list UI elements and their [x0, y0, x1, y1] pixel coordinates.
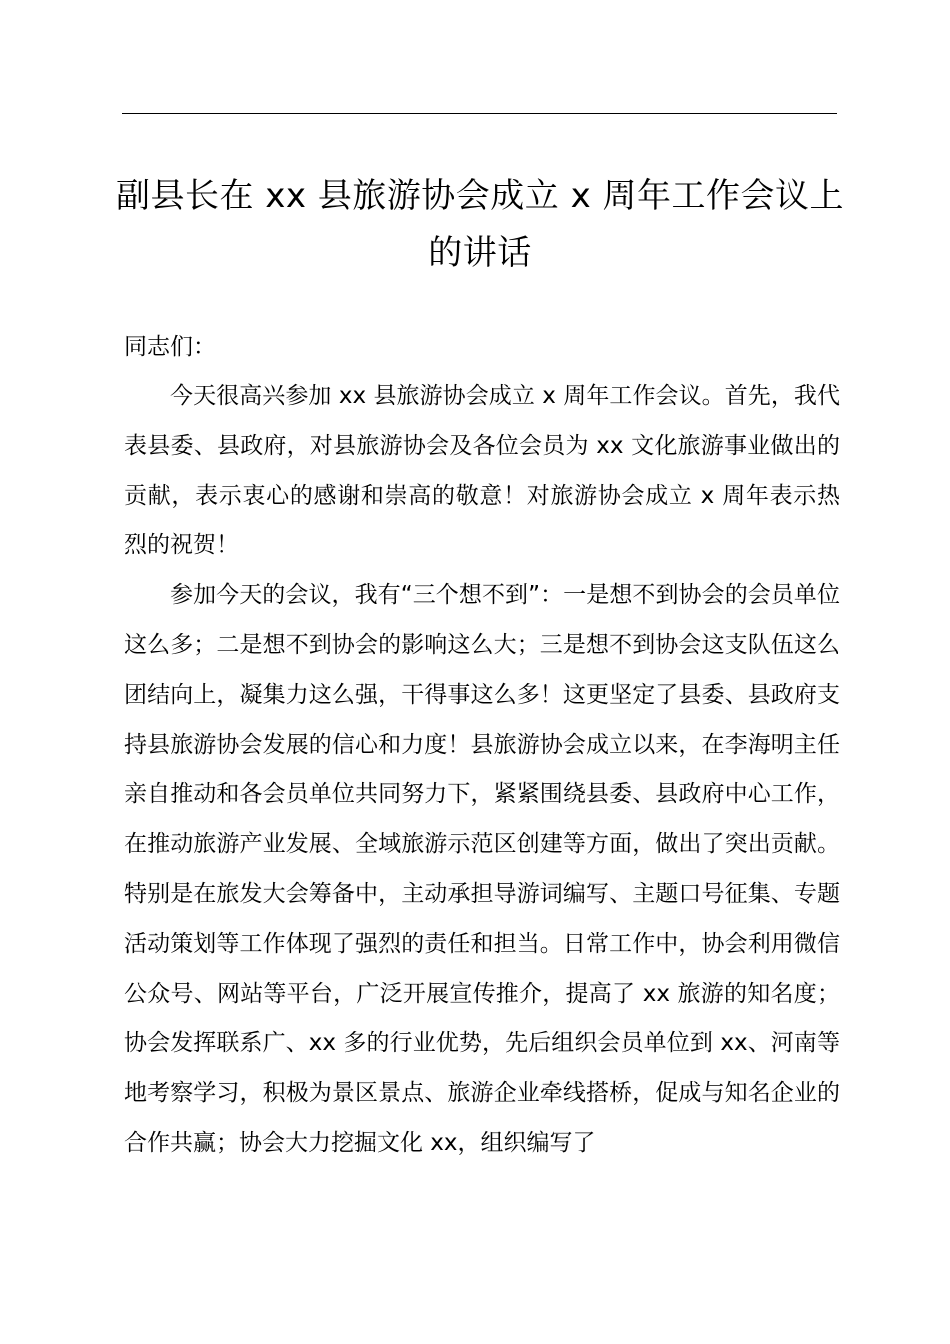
- document-body: [124, 372, 840, 1169]
- paragraph-1: 今天很高兴参加 xx 县旅游协会成立 x 周年工作会议。首先，我代表县委、县政府，对县旅游协会及各位会员为 xx 文化旅游事业做出的贡献，表示衷心的感谢和崇高的敬意！对旅游协会成立 x 周年表示热烈的祝贺！: [124, 383, 840, 559]
- header-rule: [122, 113, 837, 114]
- paragraph-2: 参加今天的会议，我有“三个想不到”：一是想不到协会的会员单位这么多；二是想不到协会的影响这么大；三是想不到协会这支队伍这么团结向上，凝集力这么强，干得事这么多！这更坚定了县委、县政府支持县旅游协会发展的信心和力度！县旅游协会成立以来，在李海明主任亲自推动和各会员单位共同努力下，紧紧围绕县委、县政府中心工作，在推动旅游产业发展、全域旅游示范区创建等方面，做出了突出贡献。特别是在旅发大会筹备中，主动承担导游词编写、主题口号征集、专题活动策划等工作体现了强烈的责任和担当。日常工作中，协会利用微信公众号、网站等平台，广泛开展宣传推介，提高了 xx 旅游的知名度；协会发挥联系广、xx 多的行业优势，先后组织会员单位到 xx、河南等地考察学习，积极为景区景点、旅游企业牵线搭桥，促成与知名企业的合作共赢；协会大力挖掘文化 xx，组织编写了: [124, 582, 840, 1156]
- document-title: 副县长在 xx 县旅游协会成立 x 周年工作会议上的讲话: [115, 176, 845, 273]
- salutation: 同志们：: [124, 334, 216, 360]
